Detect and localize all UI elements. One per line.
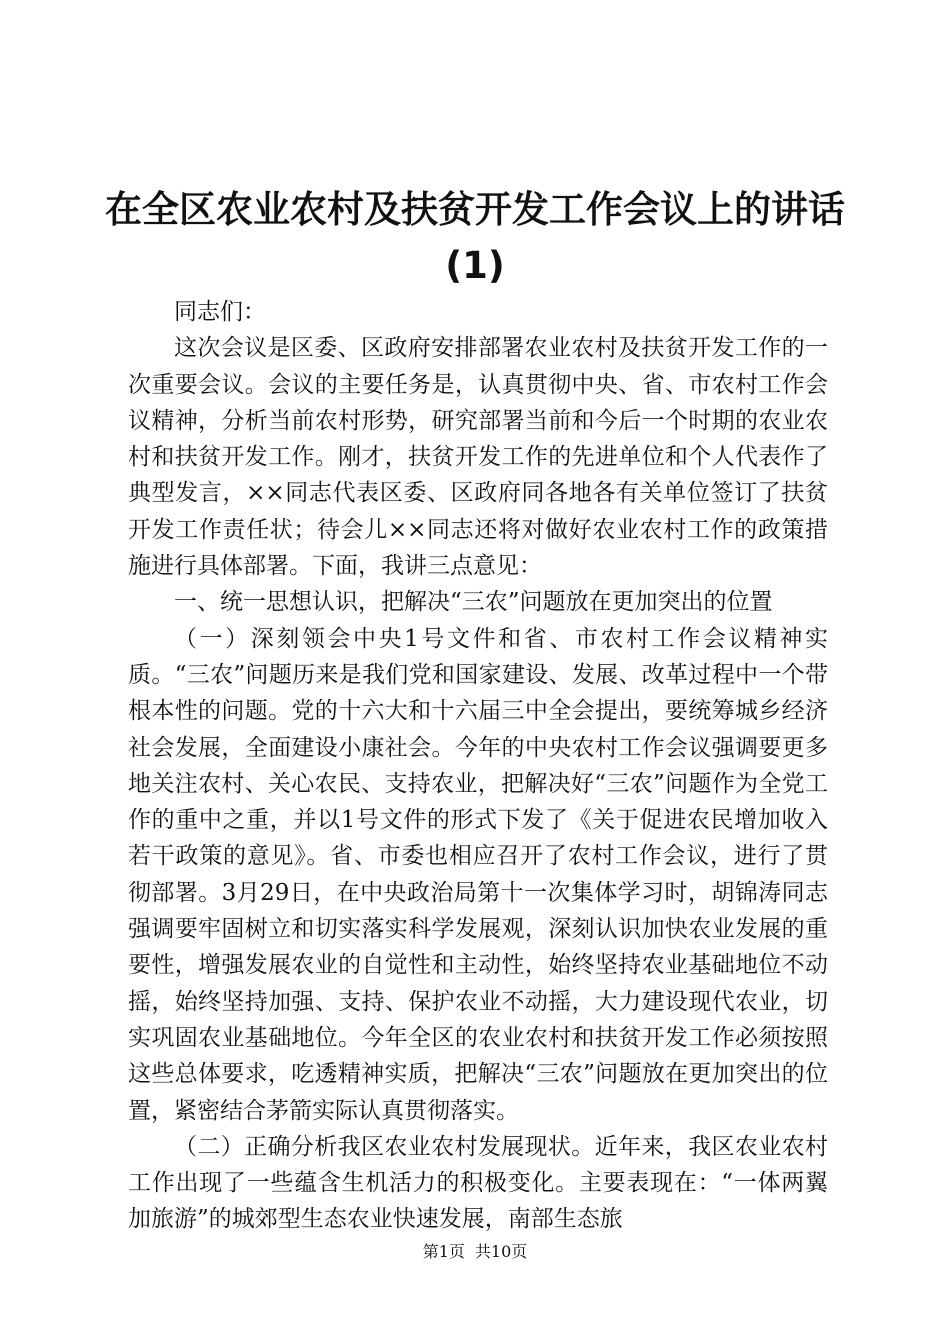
page-footer (0, 1241, 950, 1263)
document-title (100, 182, 850, 294)
page-number: 第1页 (422, 1242, 465, 1261)
paragraph-subsection-2: （二）正确分析我区农业农村发展现状。近年来，我区农业农村工作出现了一些蕴含生机活力的积极变化。主要表现在：“一体两翼加旅游”的城郊型生态农业快速发展，南部生态旅 (128, 1133, 828, 1233)
salutation: 同志们： (174, 299, 266, 325)
paragraph-subsection-1: （一）深刻领会中央1号文件和省、市农村工作会议精神实质。“三农”问题历来是我们党和国家建设、发展、改革过程中一个带根本性的问题。党的十六大和十六届三中全会提出，要统筹城乡经济社会发展，全面建设小康社会。今年的中央农村工作会议强调要更多地关注农村、关心农民、支持农业，把解决好“三农”问题作为全党工作的重中之重，并以1号文件的形式下发了《关于促进农民增加收入若干政策的意见》。省、市委也相应召开了农村工作会议，进行了贯彻部署。3月29日，在中央政治局第十一次集体学习时，胡锦涛同志强调要牢固树立和切实落实科学发展观，深刻认识加快农业发展的重要性，增强发展农业的自觉性和主动性，始终坚持农业基础地位不动摇，始终坚持加强、支持、保护农业不动摇，大力建设现代农业，切实巩固农业基础地位。今年全区的农业农村和扶贫开发工作必须按照这些总体要求，吃透精神实质，把解决“三农”问题放在更加突出的位置，紧密结合茅箭实际认真贯彻落实。 (128, 625, 828, 1124)
section-heading-1: 一、统一思想认识，把解决“三农”问题放在更加突出的位置 (174, 589, 773, 616)
paragraph-intro: 这次会议是区委、区政府安排部署农业农村及扶贫开发工作的一次重要会议。会议的主要任务是，认真贯彻中央、省、市农村工作会议精神，分析当前农村形势，研究部署当前和今后一个时期的农业农村和扶贫开发工作。刚才，扶贫开发工作的先进单位和个人代表作了典型发言，××同志代表区委、区政府同各地各有关单位签订了扶贫开发工作责任状；待会儿××同志还将对做好农业农村工作的政策措施进行具体部署。下面，我讲三点意见： (128, 335, 828, 580)
title-line-1: 在全区农业农村及扶贫开发工作会议上的讲话 (105, 188, 845, 231)
title-line-2: (1) (445, 244, 505, 287)
page-total: 共10页 (474, 1242, 528, 1261)
document-body (128, 294, 828, 1238)
